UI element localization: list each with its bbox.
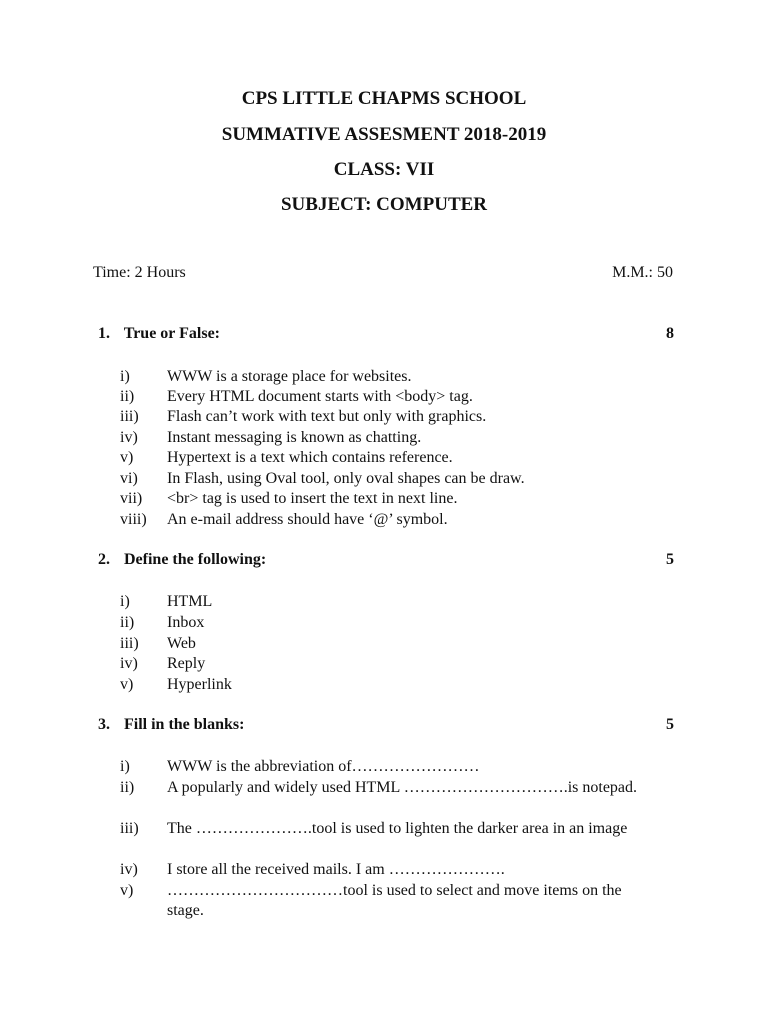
item-text: Instant messaging is known as chatting. <box>167 429 422 446</box>
item-text: HTML <box>167 593 213 610</box>
item-text: Every HTML document starts with <body> tag. <box>167 388 473 405</box>
item-number: viii) <box>120 511 147 528</box>
section-title: True or False: <box>123 325 220 342</box>
item-text: Inbox <box>167 614 205 631</box>
item-number: v) <box>120 449 134 466</box>
item-number: vi) <box>120 470 138 487</box>
item-text: An e-mail address should have ‘@’ symbol. <box>167 511 448 528</box>
item-text: Hypertext is a text which contains reference. <box>167 449 453 466</box>
item-text: Reply <box>167 655 206 672</box>
class-label: CLASS: VII <box>333 159 435 180</box>
item-text: In Flash, using Oval tool, only oval shapes can be draw. <box>167 470 525 487</box>
item-text: WWW is a storage place for websites. <box>167 368 412 385</box>
item-number: ii) <box>120 779 135 796</box>
item-text: Web <box>167 635 196 652</box>
item-number: ii) <box>120 614 135 631</box>
item-number: i) <box>120 368 130 385</box>
item-number: v) <box>120 882 134 899</box>
item-text: Flash can’t work with text but only with graphics. <box>167 408 487 425</box>
school-name: CPS LITTLE CHAPMS SCHOOL <box>241 88 527 109</box>
item-number: iii) <box>120 408 139 425</box>
item-number: v) <box>120 676 134 693</box>
time-label: Time: 2 Hours <box>93 264 186 281</box>
item-number: iv) <box>120 655 138 672</box>
max-marks-label: M.M.: 50 <box>612 264 673 281</box>
section-3-heading <box>98 716 674 734</box>
section-number: 2. <box>98 551 110 568</box>
section-marks: 5 <box>666 551 674 568</box>
item-text: I store all the received mails. I am …………………. <box>167 861 505 878</box>
section-marks: 8 <box>666 325 674 342</box>
item-text: A popularly and widely used HTML ………………………….is notepad. <box>167 779 638 796</box>
item-text: WWW is the abbreviation of…………………… <box>167 758 480 775</box>
section-marks: 5 <box>666 716 674 733</box>
exam-title: SUMMATIVE ASSESMENT 2018-2019 <box>221 124 547 145</box>
subject-label: SUBJECT: COMPUTER <box>280 194 488 215</box>
item-number: ii) <box>120 388 135 405</box>
item-number: iii) <box>120 635 139 652</box>
item-number: iv) <box>120 429 138 446</box>
section-2-heading <box>98 551 674 569</box>
item-text: Hyperlink <box>167 676 232 693</box>
section-number: 1. <box>98 325 110 342</box>
item-text: ……………………………tool is used to select and move items on the stage. <box>167 882 622 919</box>
section-title: Define the following: <box>124 551 267 568</box>
item-number: iv) <box>120 861 138 878</box>
item-number: i) <box>120 758 130 775</box>
section-title: Fill in the blanks: <box>124 716 245 733</box>
item-text: The ………………….tool is used to lighten the darker area in an image <box>167 820 628 837</box>
section-number: 3. <box>98 716 110 733</box>
section-1-heading <box>98 325 674 343</box>
item-number: iii) <box>120 820 139 837</box>
item-number: i) <box>120 593 130 610</box>
item-text: <br> tag is used to insert the text in next line. <box>167 490 458 507</box>
item-number: vii) <box>120 490 143 507</box>
